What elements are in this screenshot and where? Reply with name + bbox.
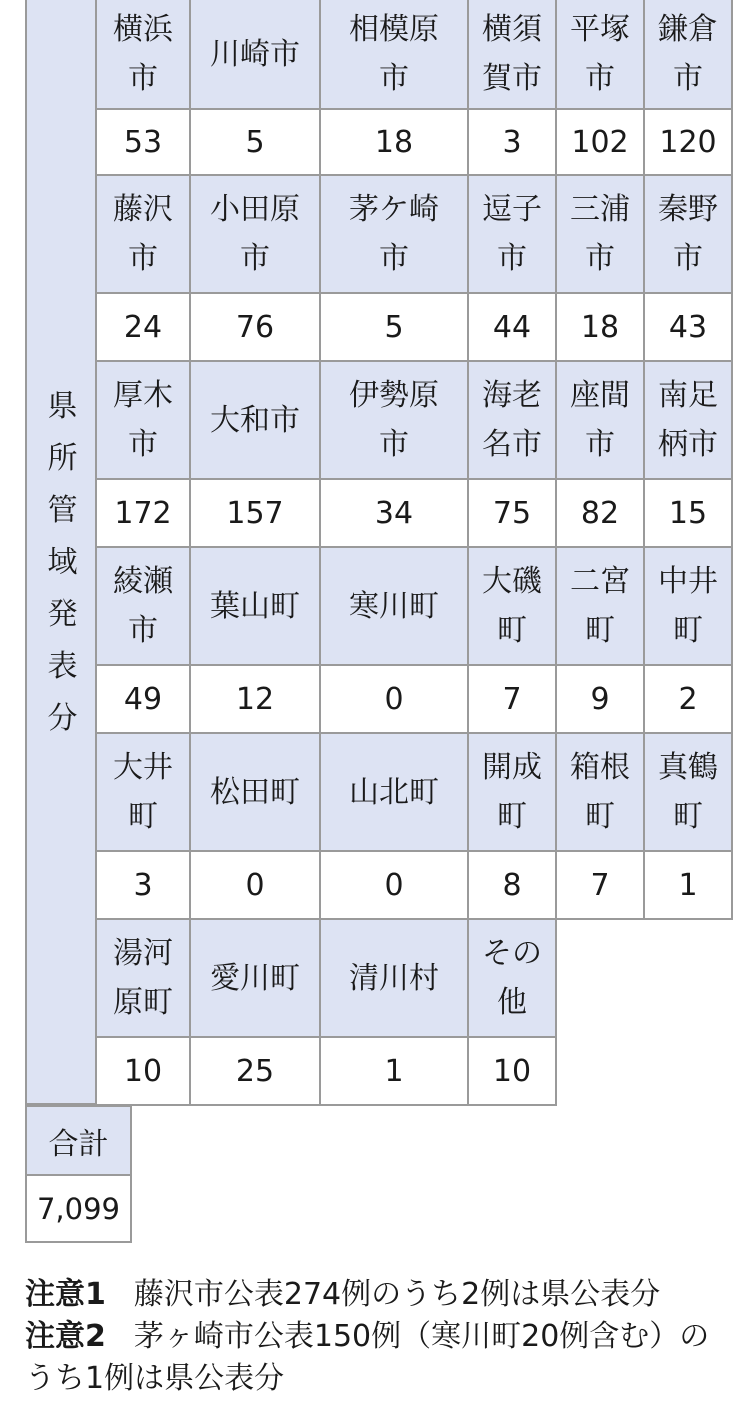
municipality-name-line: 大磯 bbox=[482, 564, 542, 599]
municipality-name-line: 大井 bbox=[113, 750, 173, 785]
municipality-name-line: 座間 bbox=[570, 378, 630, 413]
municipality-name-line: 柄市 bbox=[658, 427, 718, 462]
municipality-name-line: 町 bbox=[585, 613, 615, 648]
municipality-name bbox=[96, 547, 190, 665]
municipality-name bbox=[320, 175, 468, 293]
municipality-name-line: 市 bbox=[585, 61, 615, 96]
municipality-name-line: 清川村 bbox=[349, 960, 439, 996]
note-2 bbox=[25, 1316, 735, 1400]
municipality-table bbox=[95, 0, 733, 1106]
side-label-char: 発 bbox=[47, 597, 78, 632]
municipality-name-line: 市 bbox=[673, 61, 703, 96]
municipality-name bbox=[468, 361, 556, 479]
municipality-name bbox=[556, 547, 644, 665]
empty-cell bbox=[644, 919, 732, 1037]
municipality-name bbox=[556, 733, 644, 851]
side-label-char: 所 bbox=[47, 441, 78, 476]
municipality-name bbox=[468, 919, 556, 1037]
municipality-name bbox=[556, 361, 644, 479]
case-count: 0 bbox=[190, 851, 320, 919]
municipality-name-line: 松田町 bbox=[210, 774, 300, 810]
municipality-name bbox=[644, 0, 732, 109]
municipality-name bbox=[644, 733, 732, 851]
municipality-name-line: 小田原 bbox=[210, 192, 300, 227]
municipality-name-line: 秦野 bbox=[658, 192, 718, 227]
municipality-name-line: 鎌倉 bbox=[658, 12, 718, 47]
municipality-name bbox=[320, 547, 468, 665]
case-count: 120 bbox=[644, 109, 732, 175]
municipality-name bbox=[320, 733, 468, 851]
municipality-name-line: 他 bbox=[497, 985, 527, 1020]
case-count: 3 bbox=[468, 109, 556, 175]
side-label-char: 表 bbox=[47, 649, 78, 684]
case-count: 157 bbox=[190, 479, 320, 547]
case-count: 2 bbox=[644, 665, 732, 733]
case-count: 3 bbox=[96, 851, 190, 919]
value-row bbox=[96, 851, 732, 919]
municipality-name-line: 市 bbox=[379, 241, 409, 276]
municipality-name-line: 市 bbox=[585, 427, 615, 462]
municipality-name bbox=[96, 361, 190, 479]
case-count: 5 bbox=[190, 109, 320, 175]
note-text: 茅ヶ崎市公表150例（寒川町20例含む）のうち1例は県公表分 bbox=[25, 1319, 710, 1396]
municipality-name bbox=[468, 733, 556, 851]
municipality-name bbox=[556, 0, 644, 109]
municipality-name-line: 横須 bbox=[482, 12, 542, 47]
municipality-name bbox=[96, 919, 190, 1037]
side-label-char: 管 bbox=[47, 493, 78, 528]
municipality-name-line: 相模原 bbox=[349, 12, 439, 47]
note-text: 藤沢市公表274例のうち2例は県公表分 bbox=[133, 1277, 661, 1312]
note-1 bbox=[25, 1274, 735, 1316]
municipality-name bbox=[320, 361, 468, 479]
municipality-name-line: 町 bbox=[585, 799, 615, 834]
municipality-name-line: 市 bbox=[128, 61, 158, 96]
municipality-name-line: 山北町 bbox=[349, 774, 439, 810]
case-count: 8 bbox=[468, 851, 556, 919]
municipality-name bbox=[320, 0, 468, 109]
municipality-name bbox=[320, 919, 468, 1037]
municipality-name-line: その bbox=[482, 936, 542, 971]
municipality-name-line: 逗子 bbox=[482, 192, 542, 227]
municipality-name-line: 三浦 bbox=[570, 192, 630, 227]
municipality-name-line: 綾瀬 bbox=[113, 564, 173, 599]
case-count: 44 bbox=[468, 293, 556, 361]
notes bbox=[25, 1274, 735, 1400]
municipality-name-line: 市 bbox=[128, 427, 158, 462]
municipality-name-line: 横浜 bbox=[113, 12, 173, 47]
case-count: 18 bbox=[556, 293, 644, 361]
name-row bbox=[96, 175, 732, 293]
case-count: 12 bbox=[190, 665, 320, 733]
municipality-name-line: 町 bbox=[673, 799, 703, 834]
case-count: 0 bbox=[320, 665, 468, 733]
name-row bbox=[96, 919, 732, 1037]
municipality-name bbox=[96, 0, 190, 109]
municipality-name-line: 川崎市 bbox=[210, 36, 300, 72]
municipality-name-line: 茅ケ崎 bbox=[349, 192, 439, 227]
municipality-name bbox=[190, 919, 320, 1037]
municipality-name-line: 湯河 bbox=[113, 936, 173, 971]
empty-cell bbox=[556, 1037, 644, 1105]
empty-cell bbox=[644, 1037, 732, 1105]
value-row bbox=[96, 109, 732, 175]
municipality-name-line: 町 bbox=[497, 613, 527, 648]
municipality-name-line: 開成 bbox=[482, 750, 542, 785]
municipality-name-line: 海老 bbox=[482, 378, 542, 413]
municipality-name bbox=[190, 361, 320, 479]
note-label: 注意1 bbox=[25, 1277, 106, 1312]
case-count: 43 bbox=[644, 293, 732, 361]
empty-cell bbox=[556, 919, 644, 1037]
case-count: 53 bbox=[96, 109, 190, 175]
municipality-name bbox=[468, 0, 556, 109]
case-count: 172 bbox=[96, 479, 190, 547]
case-count: 1 bbox=[320, 1037, 468, 1105]
municipality-name-line: 真鶴 bbox=[658, 750, 718, 785]
case-count: 82 bbox=[556, 479, 644, 547]
case-count: 10 bbox=[468, 1037, 556, 1105]
case-count: 9 bbox=[556, 665, 644, 733]
municipality-name-line: 原町 bbox=[113, 985, 173, 1020]
case-count: 49 bbox=[96, 665, 190, 733]
municipality-name-line: 市 bbox=[128, 241, 158, 276]
value-row bbox=[96, 479, 732, 547]
municipality-name-line: 名市 bbox=[482, 427, 542, 462]
municipality-name-line: 箱根 bbox=[570, 750, 630, 785]
municipality-name-line: 町 bbox=[128, 799, 158, 834]
name-row bbox=[96, 547, 732, 665]
municipality-name bbox=[644, 547, 732, 665]
municipality-name-line: 市 bbox=[379, 61, 409, 96]
case-count: 1 bbox=[644, 851, 732, 919]
municipality-name-line: 藤沢 bbox=[113, 192, 173, 227]
case-count: 7 bbox=[556, 851, 644, 919]
municipality-name-line: 町 bbox=[673, 613, 703, 648]
case-count: 34 bbox=[320, 479, 468, 547]
case-count: 0 bbox=[320, 851, 468, 919]
municipality-name-line: 市 bbox=[128, 613, 158, 648]
case-count: 25 bbox=[190, 1037, 320, 1105]
municipality-name-line: 市 bbox=[585, 241, 615, 276]
municipality-name bbox=[190, 175, 320, 293]
municipality-name bbox=[96, 733, 190, 851]
municipality-name bbox=[190, 0, 320, 109]
case-count: 15 bbox=[644, 479, 732, 547]
case-count: 5 bbox=[320, 293, 468, 361]
case-count: 7 bbox=[468, 665, 556, 733]
side-label bbox=[27, 381, 98, 745]
municipality-name-line: 市 bbox=[497, 241, 527, 276]
case-count: 18 bbox=[320, 109, 468, 175]
municipality-name bbox=[96, 175, 190, 293]
value-row bbox=[96, 293, 732, 361]
total-label: 合計 bbox=[26, 1106, 131, 1175]
municipality-name bbox=[644, 361, 732, 479]
side-label-char: 県 bbox=[47, 389, 78, 424]
side-label-char: 域 bbox=[47, 545, 78, 580]
total-value: 7,099 bbox=[26, 1175, 131, 1242]
municipality-name-line: 葉山町 bbox=[210, 588, 300, 624]
municipality-name-line: 愛川町 bbox=[210, 960, 300, 996]
value-row bbox=[96, 665, 732, 733]
case-count: 24 bbox=[96, 293, 190, 361]
name-row bbox=[96, 0, 732, 109]
municipality-name bbox=[556, 175, 644, 293]
note-label: 注意2 bbox=[25, 1319, 106, 1354]
municipality-name-line: 賀市 bbox=[482, 61, 542, 96]
name-row bbox=[96, 361, 732, 479]
municipality-name-line: 市 bbox=[379, 427, 409, 462]
municipality-name bbox=[190, 547, 320, 665]
municipality-name-line: 市 bbox=[673, 241, 703, 276]
case-count: 102 bbox=[556, 109, 644, 175]
municipality-name-line: 市 bbox=[240, 241, 270, 276]
name-row bbox=[96, 733, 732, 851]
municipality-name-line: 平塚 bbox=[570, 12, 630, 47]
municipality-name-line: 二宮 bbox=[570, 564, 630, 599]
side-header bbox=[25, 0, 96, 1105]
municipality-name bbox=[468, 547, 556, 665]
municipality-name bbox=[468, 175, 556, 293]
case-count: 10 bbox=[96, 1037, 190, 1105]
municipality-name-line: 大和市 bbox=[210, 402, 300, 438]
case-count: 76 bbox=[190, 293, 320, 361]
municipality-name-line: 町 bbox=[497, 799, 527, 834]
municipality-name bbox=[644, 175, 732, 293]
value-row bbox=[96, 1037, 732, 1105]
municipality-name-line: 伊勢原 bbox=[349, 378, 439, 413]
municipality-name bbox=[190, 733, 320, 851]
municipality-name-line: 寒川町 bbox=[349, 588, 439, 624]
municipality-name-line: 厚木 bbox=[113, 378, 173, 413]
total-table bbox=[25, 1105, 132, 1243]
municipality-name-line: 中井 bbox=[658, 564, 718, 599]
side-label-char: 分 bbox=[47, 701, 78, 736]
municipality-name-line: 南足 bbox=[658, 378, 718, 413]
case-count: 75 bbox=[468, 479, 556, 547]
